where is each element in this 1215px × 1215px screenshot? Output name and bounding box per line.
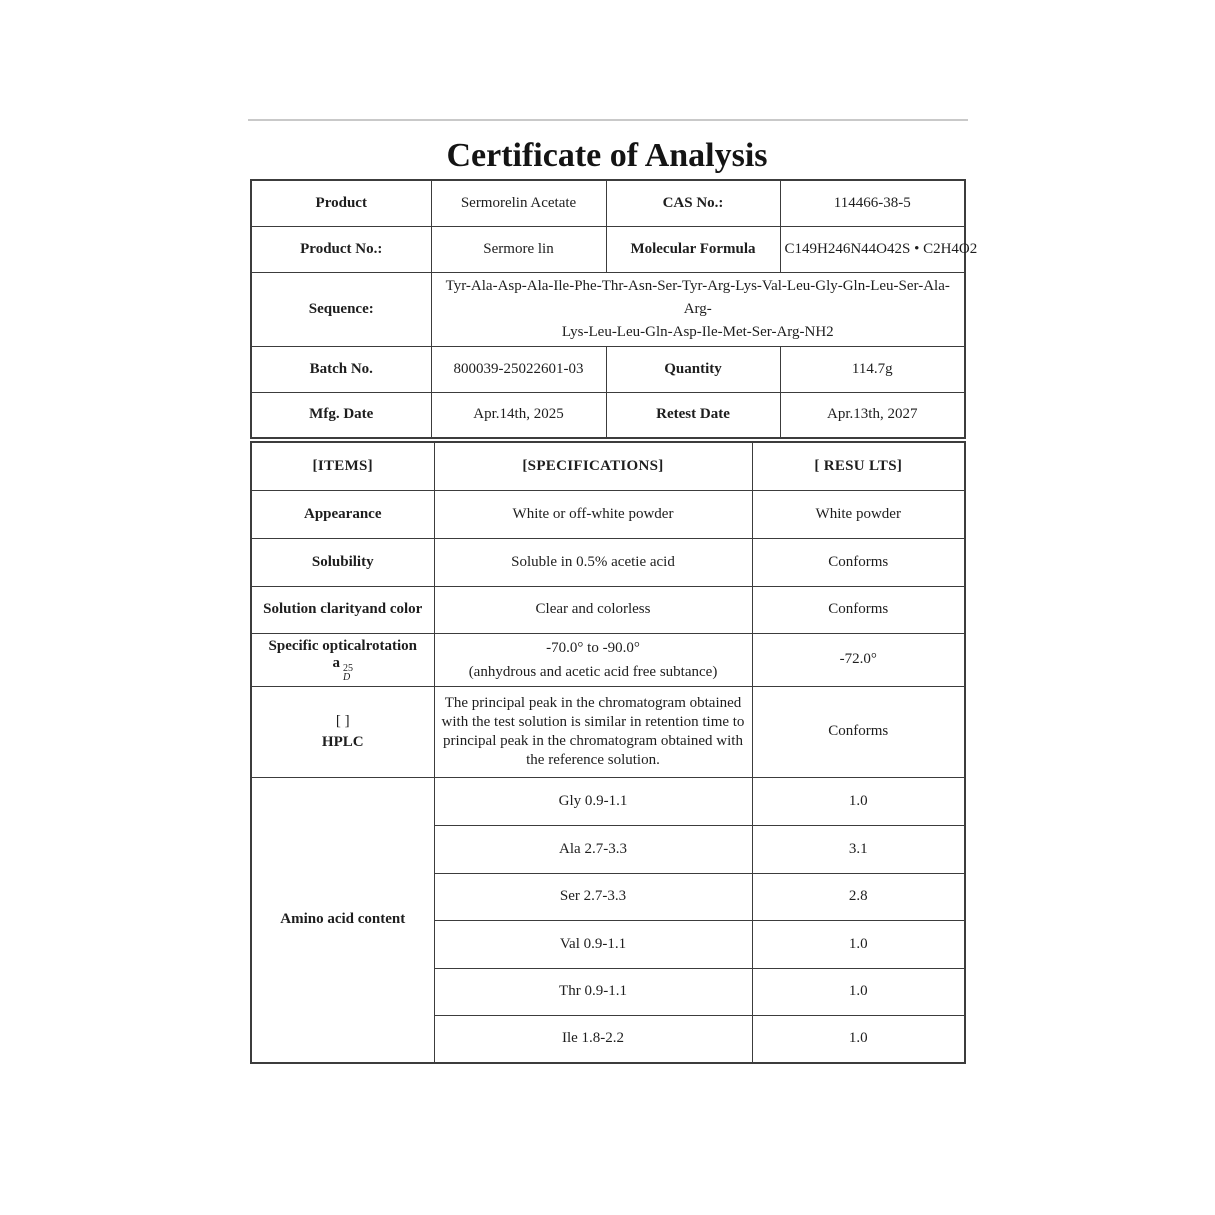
batch-no-value: 800039-25022601-03 bbox=[431, 346, 606, 392]
product-no-label: Product No.: bbox=[251, 226, 431, 272]
product-value: Sermorelin Acetate bbox=[431, 180, 606, 226]
clarity-spec: Clear and colorless bbox=[434, 586, 752, 633]
molecular-formula-label: Molecular Formula bbox=[606, 226, 780, 272]
specifications-table bbox=[250, 441, 966, 1064]
hplc-brackets: [ ] bbox=[335, 712, 350, 729]
sequence-label: Sequence: bbox=[251, 272, 431, 346]
ile-result: 1.0 bbox=[752, 1015, 965, 1063]
ile-spec: Ile 1.8-2.2 bbox=[434, 1015, 752, 1063]
header-divider bbox=[248, 119, 968, 121]
ala-spec: Ala 2.7-3.3 bbox=[434, 825, 752, 873]
molecular-formula-value: C149H246N44O42S • C2H4O2 bbox=[780, 226, 965, 272]
hplc-spec: The principal peak in the chromatogram obtained with the test solution is similar in retention time to principal peak in the chromatogram obtained with the reference solution. bbox=[434, 686, 752, 777]
info-row-batch bbox=[251, 346, 965, 392]
sequence-line-2: Lys-Leu-Leu-Gln-Asp-Ile-Met-Ser-Arg-NH2 bbox=[561, 323, 834, 340]
spec-row-solubility bbox=[251, 538, 965, 586]
appearance-spec: White or off-white powder bbox=[434, 490, 752, 538]
gly-spec: Gly 0.9-1.1 bbox=[434, 777, 752, 825]
val-spec: Val 0.9-1.1 bbox=[434, 920, 752, 968]
ser-result: 2.8 bbox=[752, 873, 965, 920]
spec-row-gly bbox=[251, 777, 965, 825]
specifications-header: [SPECIFICATIONS] bbox=[434, 442, 752, 490]
optical-rotation-item-text: Specific opticalrotation bbox=[268, 637, 417, 654]
results-header: [ RESU LTS] bbox=[752, 442, 965, 490]
sequence-line-1: Tyr-Ala-Asp-Ala-Ile-Phe-Thr-Asn-Ser-Tyr-Arg-Lys-Val-Leu-Gly-Gln-Leu-Ser-Ala-Arg- bbox=[445, 277, 950, 317]
amino-acid-content-label: Amino acid content bbox=[251, 777, 434, 1063]
clarity-item: Solution clarityand color bbox=[251, 586, 434, 633]
optical-symbol-sup: 25 bbox=[343, 662, 353, 674]
hplc-item bbox=[251, 686, 434, 777]
spec-row-optical-rotation bbox=[251, 633, 965, 686]
ser-spec: Ser 2.7-3.3 bbox=[434, 873, 752, 920]
mfg-date-label: Mfg. Date bbox=[251, 392, 431, 438]
thr-result: 1.0 bbox=[752, 968, 965, 1015]
cas-no-label: CAS No.: bbox=[606, 180, 780, 226]
optical-rotation-result: -72.0° bbox=[752, 633, 965, 686]
mfg-date-value: Apr.14th, 2025 bbox=[431, 392, 606, 438]
clarity-result: Conforms bbox=[752, 586, 965, 633]
spec-header-row bbox=[251, 442, 965, 490]
spec-row-appearance bbox=[251, 490, 965, 538]
info-row-product-no bbox=[251, 226, 965, 272]
retest-date-label: Retest Date bbox=[606, 392, 780, 438]
cas-no-value: 114466-38-5 bbox=[780, 180, 965, 226]
optical-rotation-note: (anhydrous and acetic acid free subtance) bbox=[468, 663, 718, 680]
gly-result: 1.0 bbox=[752, 777, 965, 825]
thr-spec: Thr 0.9-1.1 bbox=[434, 968, 752, 1015]
optical-rotation-spec bbox=[434, 633, 752, 686]
val-result: 1.0 bbox=[752, 920, 965, 968]
hplc-result: Conforms bbox=[752, 686, 965, 777]
solubility-item: Solubility bbox=[251, 538, 434, 586]
spec-row-clarity bbox=[251, 586, 965, 633]
optical-rotation-item bbox=[251, 633, 434, 686]
optical-symbol-base: a bbox=[332, 654, 340, 671]
retest-date-value: Apr.13th, 2027 bbox=[780, 392, 965, 438]
optical-symbol-stack bbox=[343, 664, 353, 682]
info-row-sequence bbox=[251, 272, 965, 346]
batch-no-label: Batch No. bbox=[251, 346, 431, 392]
solubility-result: Conforms bbox=[752, 538, 965, 586]
appearance-result: White powder bbox=[752, 490, 965, 538]
hplc-name: HPLC bbox=[321, 733, 364, 750]
solubility-spec: Soluble in 0.5% acetie acid bbox=[434, 538, 752, 586]
ala-result: 3.1 bbox=[752, 825, 965, 873]
appearance-item: Appearance bbox=[251, 490, 434, 538]
items-header: [ITEMS] bbox=[251, 442, 434, 490]
product-no-value: Sermore lin bbox=[431, 226, 606, 272]
sequence-value bbox=[431, 272, 965, 346]
spec-row-hplc bbox=[251, 686, 965, 777]
info-row-product bbox=[251, 180, 965, 226]
optical-symbol-sub: D bbox=[343, 671, 351, 683]
optical-rotation-symbol bbox=[256, 655, 430, 682]
optical-rotation-range: -70.0° to -90.0° bbox=[546, 639, 640, 656]
quantity-value: 114.7g bbox=[780, 346, 965, 392]
product-info-table bbox=[250, 179, 978, 439]
quantity-label: Quantity bbox=[606, 346, 780, 392]
product-label: Product bbox=[251, 180, 431, 226]
document-title: Certificate of Analysis bbox=[446, 137, 768, 174]
info-row-dates bbox=[251, 392, 965, 438]
